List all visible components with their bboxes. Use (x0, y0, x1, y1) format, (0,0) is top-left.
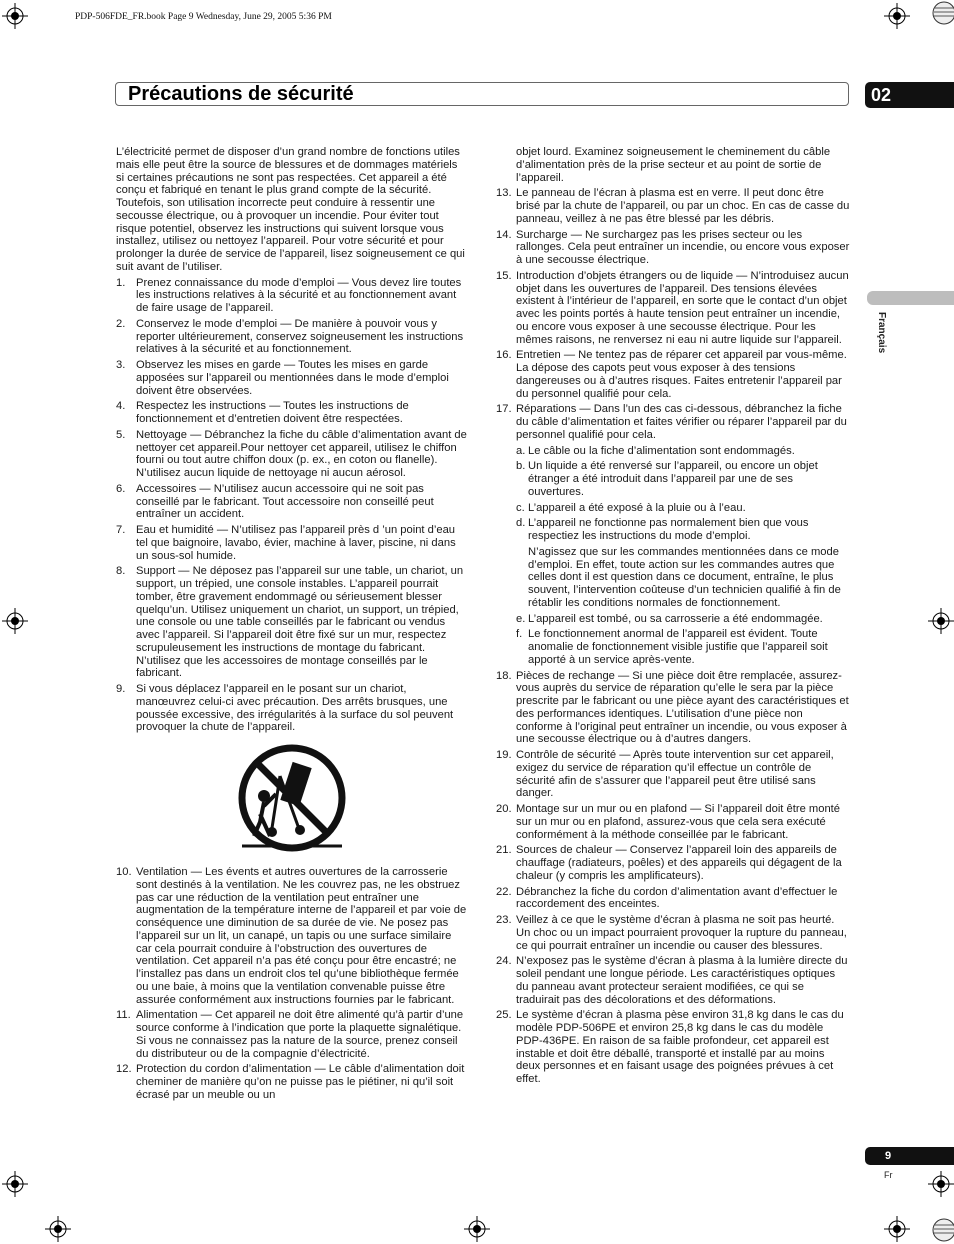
list-item: 20. Montage sur un mur ou en plafond — Si l’appareil doit être monté sur un mur ou en plafond, assurez-vous que cela sera exécuté conformément à la méthode conseillée par le fabricant. (496, 803, 841, 841)
page-number: 9 (865, 1147, 954, 1165)
registration-mark-icon (884, 3, 910, 29)
list-item: 18. Pièces de rechange — Si une pièce doit être remplacée, assurez-vous auprès du service de réparation qu’elle le sera par la pièce prescrite par le fabricant ou une pièce ayant des caractéristiques et des performances identiques. L’utilisation d’une pièce non conforme à l’original peut entraîner un incendie, ou vous exposer à une secousse électrique ou à d’autres dangers. (496, 669, 849, 746)
book-info-line: PDP-506FDE_FR.book Page 9 Wednesday, June 29, 2005 5:36 PM (75, 12, 332, 22)
sub-item: a. Le câble ou la fiche d’alimentation sont endommagés. (516, 444, 795, 457)
list-item: 21. Sources de chaleur — Conservez l’appareil loin des appareils de chauffage (radiateurs, poêles) et des appareils qui dégagent de la chaleur (y compris les amplificateurs). (496, 844, 842, 882)
sub-item: c. L’appareil a été exposé à la pluie ou à l’eau. (516, 501, 746, 514)
sub-item: f. Le fonctionnement anormal de l’appareil est évident. Toute anomalie de fonctionnement visible justifie que l’appareil soit apporté à un service après-vente. (516, 628, 828, 666)
sub-item: e. L’appareil est tombé, ou sa carrosserie a été endommagée. (516, 612, 823, 625)
list-item: 19. Contrôle de sécurité — Après toute intervention sur cet appareil, exigez du service de réparation qu’il effectue un contrôle de sécurité afin de s’assurer que l’appareil peut être utilisé sans danger. (496, 749, 834, 800)
registration-mark-icon (2, 608, 28, 634)
registration-mark-icon (2, 3, 28, 29)
page-title: Précautions de sécurité (128, 83, 354, 105)
header-bar (115, 82, 849, 106)
list-item: 12. Protection du cordon d’alimentation — Le câble d’alimentation doit cheminer de manière qu’on ne puisse pas le piétiner, ni qu’il soit écrasé par un meuble ou un (116, 1063, 465, 1101)
page-language-code: Fr (884, 1170, 893, 1180)
list-item: 9. Si vous déplacez l’appareil en le posant sur un chariot, manœuvrez celui-ci avec précaution. Des arrêts brusques, une poussée excessive, des irrégularités à la surface du sol peuvent provoquer la chute de l’appareil. (116, 683, 454, 734)
list-item: 24. N’exposez pas le système d’écran à plasma à la lumière directe du soleil pendant une longue période. Les caractéristiques optiques du panneau avant protecteur seraient modifiées, ce qui se traduirait pas des décolorations et des déformations. (496, 955, 848, 1006)
registration-mark-icon (928, 608, 954, 634)
color-bar-icon (930, 1216, 954, 1244)
registration-mark-icon (464, 1216, 490, 1242)
list-item: 22. Débranchez la fiche du cordon d’alimentation avant d’effectuer le raccordement des enceintes. (496, 885, 838, 911)
list-item: 8. Support — Ne déposez pas l’appareil sur une table, un chariot, un support, un trépied, une console instables. L’appareil pourrait tomber, être gravement endommagé ou sérieusement blesser quelqu’un. Utilisez uniquement un chariot, un support, un trépied, une console ou une table conseillés par le fabricant ou vendus avec l’appareil. Si l’appareil doit être fixé sur un mur, respectez scrupuleusement les instructions de montage du fabricant. N’utilisez que les accessoires de montage conseillés par le fabricant. (116, 565, 464, 680)
cart-warning-figure (116, 737, 468, 866)
registration-mark-icon (884, 1216, 910, 1242)
list-item: 13. Le panneau de l’écran à plasma est en verre. Il peut donc être brisé par la chute de l’appareil, ou par un choc. En cas de casse du panneau, veillez à ne pas être blessé par les débris. (496, 187, 850, 225)
list-item: 4. Respectez les instructions — Toutes les instructions de fonctionnement et d’entretien doivent être respectées. (116, 400, 409, 425)
list-item: 11. Alimentation — Cet appareil ne doit être alimenté qu’à partir d’une source conforme à l’indication que porte la plaquette signalétique. Si vous ne connaissez pas la nature de la source, prenez conseil du distributeur ou de la compagnie d’électricité. (116, 1009, 464, 1060)
left-column (116, 146, 468, 1105)
list-item: 23. Veillez à ce que le système d’écran à plasma ne soit pas heurté. Un choc ou un impact pourraient provoquer la rupture du panneau, ce qui pourrait entraîner un incendie ou causer des blessures. (496, 914, 847, 952)
chapter-number: 02 (865, 82, 954, 108)
sub-item: d. L’appareil ne fonctionne pas normalement bien que vous respectiez les instructions du mode d’emploi. (516, 517, 809, 542)
cart-tip-over-warning-icon (236, 744, 348, 856)
list-item: 16. Entretien — Ne tentez pas de réparer cet appareil par vous-même. La dépose des capots peut vous exposer à des tensions dangereuses ou à d’autres risques. Faites entretenir l’appareil par du personnel qualifié pour cela. (496, 349, 847, 400)
list-item: 15. Introduction d’objets étrangers ou de liquide — N’introduisez aucun objet dans les ouvertures de l’appareil. Des tensions élevées existent à l’intérieur de l’appareil, en sorte que le contact d’un objet avec les points portés à haute tension peut entraîner un incendie, ou encore vous exposer à une secousse électrique. Pour les mêmes raisons, ne renversez ni eau ni autre liquide sur l’appareil. (496, 269, 849, 346)
intro-paragraph: L’électricité permet de disposer d’un grand nombre de fonctions utiles mais elle peut être la source de blessures et de dommages matériels si certaines précautions ne sont pas respectées. Cet appareil a été conçu et fabriqué en tenant le plus grand compte de la sécurité. Toutefois, son utilisation incorrecte peut conduire à ressentir une secousse électrique, ou à provoquer un incendie. Pour éviter tout risque potentiel, observez les instructions qui suivent lorsque vous installez, utilisez ou nettoyez l’appareil. Pour votre sécurité et pour prolonger la durée de service de l’appareil, lisez soigneusement ce qui suit avant de l’utiliser. (116, 146, 465, 273)
list-item: 3. Observez les mises en garde — Toutes les mises en garde apposées sur l’appareil ou mentionnées dans le mode d’emploi doivent être observées. (116, 359, 449, 397)
list-item: 17. Réparations — Dans l’un des cas ci-dessous, débranchez la fiche du câble d’alimentation et faites vérifier ou réparer l’appareil par du personnel qualifié pour cela. (496, 403, 847, 441)
sub-item: b. Un liquide a été renversé sur l’appareil, ou encore un objet étranger a été introduit dans l’appareil par une de ses ouvertures. (516, 460, 818, 498)
sub-item-note: N’agissez que sur les commandes mentionnées dans ce mode d’emploi. En effet, toute action sur les commandes autres que celles dont il est question dans ce document, entraîne, le plus souvent, l’intervention coûteuse d’un technicien qualifié à fin de rétablir les conditions normales de fonctionnement. (528, 545, 841, 609)
list-item: 25. Le système d’écran à plasma pèse environ 31,8 kg dans le cas du modèle PDP-506PE et environ 25,8 kg dans le cas du modèle PDP-436PE. En raison de sa faible profondeur, cet appareil est instable et doit être déballé, transporté et installé par au moins deux personnes et en faisant usage des poignées prévues à cet effet. (496, 1009, 844, 1085)
continued-text: objet lourd. Examinez soigneusement le cheminement du câble d’alimentation près de la prise secteur et au point de sortie de l’appareil. (516, 146, 831, 184)
list-item: 5. Nettoyage — Débranchez la fiche du câble d’alimentation avant de nettoyer cet appareil.Pour nettoyer cet appareil, utilisez le chiffon fourni ou tout autre chiffon doux (p. ex., en coton ou flanelle). N’utilisez aucun liquide de nettoyage ni aucun aérosol. (116, 428, 467, 479)
list-item: 6. Accessoires — N’utilisez aucun accessoire qui ne soit pas conseillé par le fabricant. Tout accessoire non conseillé peut entraîner un accident. (116, 482, 434, 521)
list-item: 7. Eau et humidité — N’utilisez pas l’appareil près d ’un point d’eau tel que baignoire, lavabo, évier, machine à laver, piscine, ni dans un sous-sol humide. (116, 524, 456, 562)
color-bar-icon (930, 0, 954, 28)
list-item: 2. Conservez le mode d’emploi — De manière à pouvoir vous y reporter ultérieurement, conservez soigneusement les instructions relatives à la sécurité et au fonctionnement. (116, 317, 464, 356)
right-column (496, 146, 850, 1089)
language-label: Français (876, 312, 887, 354)
list-item: 1. Prenez connaissance du mode d’emploi — Vous devez lire toutes les instructions relatives à la sécurité et au fonctionnement avant de faire usage de l’appareil. (116, 276, 462, 314)
registration-mark-icon (45, 1216, 71, 1242)
language-tab (867, 291, 954, 305)
registration-mark-icon (928, 1171, 954, 1197)
list-item: 10. Ventilation — Les évents et autres ouvertures de la carrosserie sont destinés à la ventilation. Ne les couvrez pas, ne les obstruez pas car une réduction de la ventilation peut entraîner une augmentation de la température interne de l’appareil et par voie de conséquence une diminution de sa durée de vie. Ne posez pas l’appareil sur un lit, un canapé, un tapis ou une surface similaire car cela pourrait conduire à l’obstruction des ouvertures de ventilation. Cet appareil n’a pas été conçu pour être encastré; ne l’installez pas dans un endroit clos tel qu’une bibliothèque fermée ou une baie, à moins que la ventilation convenable puisse être assurée conformément aux instructions fournies par le fabricant. (116, 866, 467, 1006)
registration-mark-icon (2, 1171, 28, 1197)
list-item: 14. Surcharge — Ne surchargez pas les prises secteur ou les rallonges. Cela peut entraîner un incendie, ou encore vous exposer à une secousse électrique. (496, 228, 850, 266)
